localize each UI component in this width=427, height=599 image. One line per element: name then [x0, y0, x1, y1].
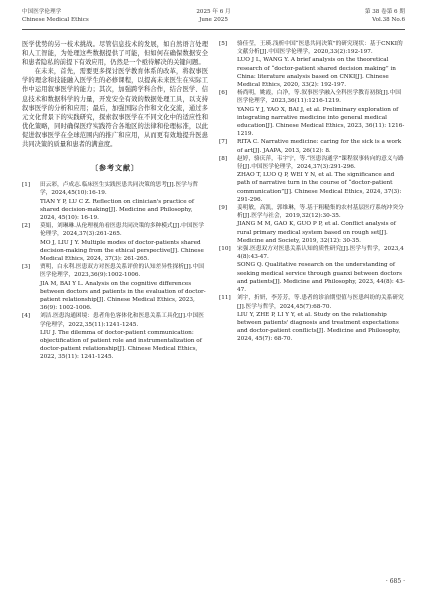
header-volume-en: Vol.38 No.6 — [372, 16, 405, 23]
reference-en: RITA C. Narrative medicine: caring for the sick is a work of art[J]. JAAPA, 2013, 26(12): 8. — [237, 139, 402, 154]
reference-zh: 莫娟，刘琳琳.从伦理视角看医患共同决策的多种模式[J].中国医学伦理学，2024,37(3):261-265. — [40, 223, 204, 238]
reference-item — [22, 181, 208, 222]
header-date-zh: 2025 年 6 月 — [196, 9, 231, 15]
reference-item — [219, 155, 405, 204]
reference-en: YANG Y J, YAO X, BAI J, et al. Preliminary exploration of integrating narrative medicine into general medical education[J]. Chinese Medical Ethics, 2023, 36(11): 1216-1219. — [237, 106, 405, 138]
reference-number: [4] — [22, 313, 31, 320]
reference-en: JIA M, BAI Y L. Analysis on the cognitive differences between doctors and patients in the evaluation of doctor-patient relationship[J]. Chinese Medical Ethics, 2023, 36(9): 1002-1006. — [40, 280, 206, 312]
reference-item — [22, 263, 208, 312]
reference-item — [219, 89, 405, 138]
reference-number: [7] — [219, 139, 228, 146]
reference-en: LUO J L, WANG Y. A brief analysis on the theoretical research of “doctor-patient shared decision making” in China: literature analysis based on CNKI[J]. Chinese Medical Ethics, 2020, 33(2): 192-197. — [237, 57, 396, 89]
header-volume — [365, 9, 405, 24]
reference-number: [11] — [219, 295, 231, 302]
body-paragraph: 在未来，首先，需要更多探讨医学教育体系的改革，将叙事医学的理念和技能融入医学生的必修课程，以提高未来医生在实际工作中运用叙事医学的能力；其次，加强跨学科合作，结合医学、信息技术和数据科学的力量，开发安全有效的数据处理工具，以支持叙事医学的分析和应用；最后，加强国际合作和文化交流，通过多元文化背景下的实践研究，探索叙事医学在不同文化中的适应性和优化策略，同时确保医疗实践符合各地区的法律和伦理标准，以此促进叙事医学在全球范围内的推广和应用，从而更有效地提升医患共同决策的质量和患者的满意度。 — [22, 68, 208, 149]
body-paragraph: 医学优势的另一枝术挑战。尽管信息技术的发展，如自然语言处理和人工智能，为处理这些数据提供了可能，但如何在确保数据安全和患者隐私的前提下有效应用，仍然是一个亟待解决的关键问题。 — [22, 41, 208, 67]
reference-item — [219, 40, 405, 89]
reference-en: TIAN Y P, LU C Z. Reflection on clinician's practice of shared decision-making[J]. Medicine and Philosophy, 2024, 45(10): 16-19. — [40, 198, 194, 221]
reference-number: [2] — [22, 223, 31, 230]
reference-item — [219, 245, 405, 294]
reference-zh: 骆佳莹，王瑛.浅析中国“医患共同决策”的研究现状：基于CNKI的文献分析[J].中国医学伦理学，2020,33(2):192-197. — [237, 41, 403, 56]
right-column — [219, 40, 405, 344]
left-column — [22, 40, 208, 362]
header-date — [22, 9, 405, 24]
reference-en: JIANG M M, GAO K, GUO P P, et al. Conflict analysis of rural primary medical system based on rough set[J]. Medicine and Society, 2019, 32(12): 30-35. — [237, 221, 396, 244]
reference-en: LIU J. The dilemma of doctor-patient communication: objectification of patient role and instrumentalization of doctor-patient relationship[J]. Chinese Medical Ethics, 2022, 35(11): 1241-1245. — [40, 329, 202, 361]
reference-en: LIU Y, ZHE P, LI Y Y, et al. Study on the relationship between patients' diagnosis and treatment expectations and doctor-patient conflicts[J]. Medicine and Philosophy, 2024, 45(7): 68-70. — [237, 311, 401, 343]
reference-zh: 田云彩，卢成志.临床医生实践医患共同决策的思考[J].医学与哲学，2024,45(10):16-19. — [40, 182, 199, 197]
reference-en: MO J, LIU J Y. Multiple modes of doctor-patients shared decision-making from the ethical perspective[J]. Chinese Medical Ethics, 2024, 37(3): 261-265. — [40, 239, 204, 262]
reference-number: [5] — [219, 41, 228, 47]
reference-item — [219, 204, 405, 245]
reference-number: [3] — [22, 264, 31, 271]
page-number: · 685 · — [385, 578, 405, 585]
reference-number: [10] — [219, 246, 231, 253]
header-date-en: June 2025 — [199, 16, 228, 23]
reference-item — [219, 138, 405, 154]
reference-number: [6] — [219, 90, 228, 97]
reference-zh: 杨尚明，姚霞，白净，等.叙事医学融入全科医学教育初探[J].中国医学伦理学，2023,36(11):1216-1219. — [237, 90, 401, 105]
reference-number: [8] — [219, 155, 228, 162]
header-journal-zh: 中国医学伦理学 — [22, 9, 62, 15]
reference-zh: 刘洁.医患沟通困境：患者角色客体化和医患关系工具化[J].中国医学伦理学，2022,35(11):1241-1245. — [40, 313, 204, 328]
header-journal-en: Chinese Medical Ethics — [22, 16, 89, 23]
reference-number: [9] — [219, 205, 228, 212]
references-heading: 〔参考文献〕 — [91, 163, 139, 173]
reference-zh: 赵婷，骆庆萍，韦宇宁，等.“医患沟通学”课程叙事转向的意义与路径[J].中国医学伦理学，2024,37(3):291-296. — [237, 155, 404, 171]
reference-en: ZHAO T, LUO Q P, WEI Y N, et al. The significance and path of narrative turn in the course of “doctor-patient communication”[J]. Chinese Medical Ethics, 2024, 37(3): 291-296. — [237, 172, 402, 203]
reference-zh: 姜明敏，高凯，郭维琳，等.基于粗糙集的农村基层医疗系统冲突分析[J].医学与社会，2019,32(12):30-35. — [237, 205, 404, 220]
header-volume-zh: 第 38 卷第 6 期 — [364, 9, 405, 15]
reference-number: [1] — [22, 182, 31, 189]
reference-item — [22, 222, 208, 263]
reference-en: SONG Q. Qualitative research on the understanding of seeking medical service through guanxi between doctors and patients[J]. Medicine and Philosophy, 2023, 44(8): 43-47. — [237, 262, 405, 294]
reference-zh: 贾明，白永利.医患双方对医患关系评价的认知差异性探析[J].中国医学伦理学，2023,36(9):1002-1006. — [40, 264, 204, 279]
reference-item — [219, 294, 405, 343]
reference-zh: 刘宇，折妍，李芳芳，等.患者的诊治期望值与医患纠纷的关系研究[J].医学与哲学，2024,45(7):68-70. — [237, 295, 404, 310]
reference-zh: 宋强.医患双方对医患关系认知的质性研究[J].医学与哲学，2023,44(8):43-47. — [237, 246, 404, 261]
running-header — [22, 7, 405, 30]
reference-item — [22, 312, 208, 361]
